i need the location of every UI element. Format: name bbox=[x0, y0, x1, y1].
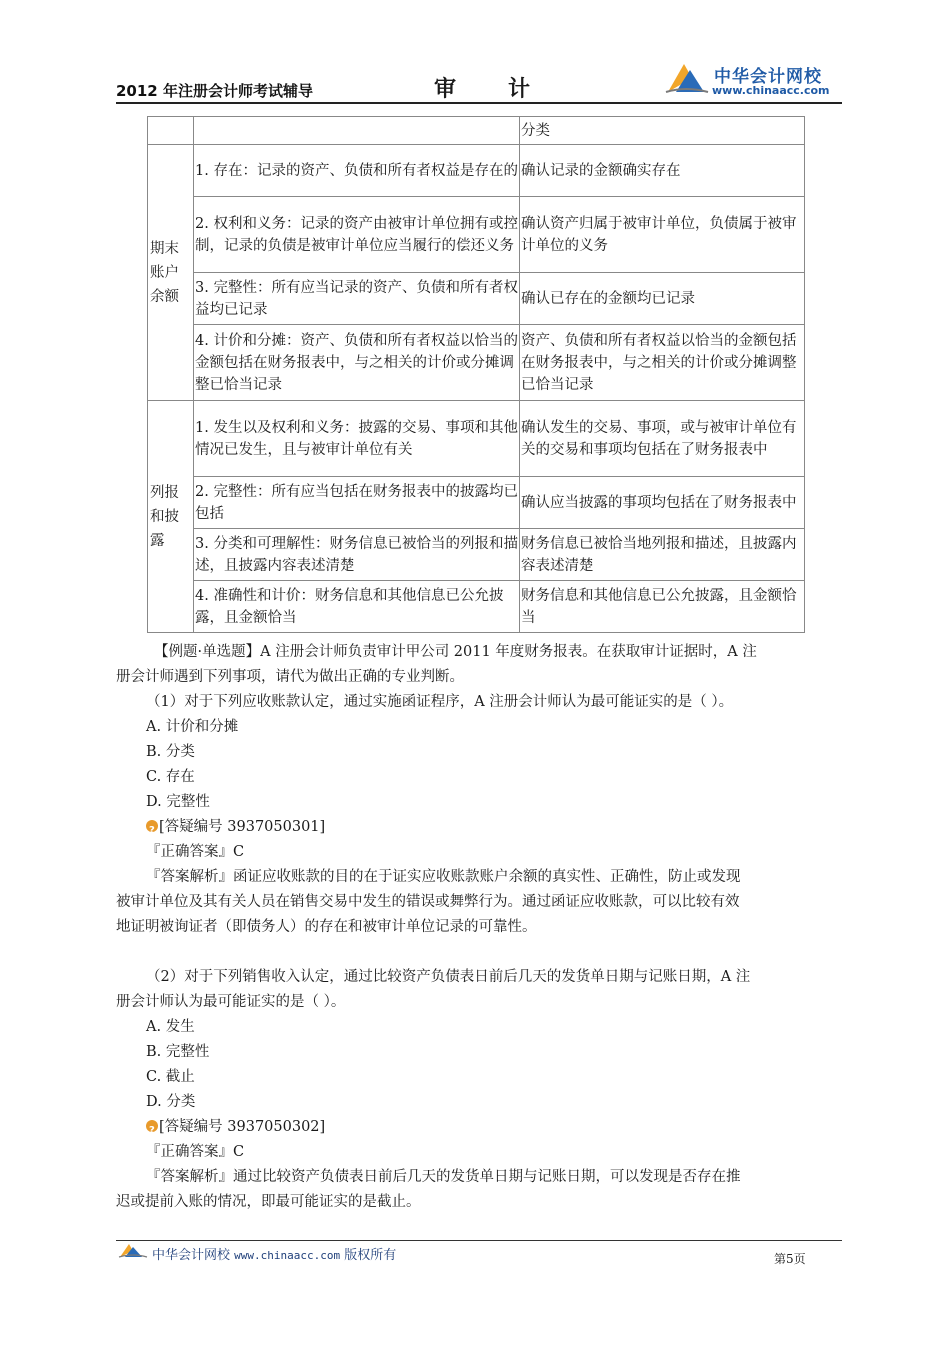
question-2-analysis-line: 『答案解析』通过比较资产负债表日前后几天的发货单日期与记账日期，可以发现是否存在推 bbox=[146, 1169, 741, 1185]
logo-brand-text: 中华会计网校 bbox=[714, 67, 822, 87]
page-number: 第5页 bbox=[774, 1252, 806, 1266]
footer-divider bbox=[116, 1240, 842, 1241]
question-1-option: C. 存在 bbox=[146, 769, 195, 785]
question-2-answer: 『正确答案』C bbox=[146, 1144, 245, 1160]
question-2-option: C. 截止 bbox=[146, 1069, 195, 1085]
table-row bbox=[148, 477, 805, 529]
objective-cell: 资产、负债和所有者权益以恰当的金额包括在财务报表中，与之相关的计价或分摊调整已恰当记录 bbox=[520, 325, 805, 401]
assertion-cell: 2. 权利和义务：记录的资产由被审计单位拥有或控制，记录的负债是被审计单位应当履行的偿还义务 bbox=[194, 197, 520, 273]
group-label-line: 和披 bbox=[150, 508, 179, 525]
footer-logo-icon bbox=[118, 1242, 148, 1258]
table-row bbox=[148, 581, 805, 633]
objective-cell: 确认发生的交易、事项，或与被审计单位有关的交易和事项均包括在了财务报表中 bbox=[520, 401, 805, 477]
question-2-option: D. 分类 bbox=[146, 1094, 196, 1110]
group-label-line: 列报 bbox=[150, 484, 179, 501]
help-icon bbox=[146, 820, 158, 832]
table-row bbox=[148, 325, 805, 401]
assertion-cell: 4. 准确性和计价：财务信息和其他信息已公允披露，且金额恰当 bbox=[194, 581, 520, 633]
chinaacc-logo bbox=[664, 58, 844, 98]
header-subject bbox=[434, 72, 532, 103]
table-row bbox=[148, 273, 805, 325]
question-1-analysis-line: 『答案解析』函证应收账款的目的在于证实应收账款账户余额的真实性、正确性，防止或发现 bbox=[146, 869, 741, 885]
example-intro-line: 【例题·单选题】A 注册会计师负责审计甲公司 2011 年度财务报表。在获取审计证据时，A 注 bbox=[154, 644, 757, 660]
assertion-cell: 1. 发生以及权利和义务：披露的交易、事项和其他情况已发生，且与被审计单位有关 bbox=[194, 401, 520, 477]
objective-cell: 确认应当披露的事项均包括在了财务报表中 bbox=[520, 477, 805, 529]
objective-cell: 确认记录的金额确实存在 bbox=[520, 145, 805, 197]
page-header bbox=[116, 56, 842, 104]
example-intro-line: 册会计师遇到下列事项，请代为做出正确的专业判断。 bbox=[116, 669, 464, 685]
group-label-line: 露 bbox=[150, 532, 165, 549]
group-label-balance bbox=[148, 145, 194, 401]
logo-triangle-icon bbox=[664, 60, 710, 96]
assertion-cell: 3. 完整性：所有应当记录的资产、负债和所有者权益均已记录 bbox=[194, 273, 520, 325]
footer-brand: 中华会计网校 bbox=[152, 1248, 231, 1263]
assertion-cell: 2. 完整性：所有应当包括在财务报表中的披露均已包括 bbox=[194, 477, 520, 529]
objective-cell: 财务信息和其他信息已公允披露，且金额恰当 bbox=[520, 581, 805, 633]
table-row bbox=[148, 145, 805, 197]
question-1-option: D. 完整性 bbox=[146, 794, 210, 810]
header-subject-char-1: 审 bbox=[434, 77, 459, 102]
help-icon bbox=[146, 1120, 158, 1132]
table-header-row bbox=[148, 117, 805, 145]
question-2-code-text: [答疑编号 3937050302] bbox=[159, 1119, 326, 1135]
question-1-stem: （1）对于下列应收账款认定，通过实施函证程序，A 注册会计师认为最可能证实的是（ ）。 bbox=[146, 694, 734, 710]
assertion-cell: 4. 计价和分摊：资产、负债和所有者权益以恰当的金额包括在财务报表中，与之相关的计价或分摊调整已恰当记录 bbox=[194, 325, 520, 401]
group-label-line: 余额 bbox=[150, 288, 179, 305]
table-header-empty-1 bbox=[148, 117, 194, 145]
example-section bbox=[116, 640, 840, 1215]
group-label-line: 期末 bbox=[150, 240, 179, 257]
question-1-option: A. 计价和分摊 bbox=[146, 719, 239, 735]
header-course-title: 2012 年注册会计师考试辅导 bbox=[116, 82, 313, 100]
table-row bbox=[148, 197, 805, 273]
question-1-answer: 『正确答案』C bbox=[146, 844, 245, 860]
question-2-option: A. 发生 bbox=[146, 1019, 195, 1035]
question-1-analysis-line: 地证明被询证者（即债务人）的存在和被审计单位记录的可靠性。 bbox=[116, 919, 537, 935]
table-header-category: 分类 bbox=[520, 117, 805, 145]
question-1-code-text: [答疑编号 3937050301] bbox=[159, 819, 326, 835]
header-divider bbox=[116, 102, 842, 104]
question-2-analysis-line: 迟或提前入账的情况，即最可能证实的是截止。 bbox=[116, 1194, 421, 1210]
group-label-line: 账户 bbox=[150, 264, 179, 281]
question-2-stem-line: （2）对于下列销售收入认定，通过比较资产负债表日前后几天的发货单日期与记账日期，A 注 bbox=[146, 969, 751, 985]
question-1-analysis-line: 被审计单位及其有关人员在销售交易中发生的错误或舞弊行为。通过函证应收账款，可以比较有效 bbox=[116, 894, 740, 910]
question-1-option: B. 分类 bbox=[146, 744, 195, 760]
table-row bbox=[148, 401, 805, 477]
objective-cell: 确认资产归属于被审计单位，负债属于被审计单位的义务 bbox=[520, 197, 805, 273]
footer-rights: 版权所有 bbox=[344, 1248, 397, 1263]
footer-url: www.chinaacc.com bbox=[234, 1249, 341, 1262]
assertion-cell: 1. 存在：记录的资产、负债和所有者权益是存在的 bbox=[194, 145, 520, 197]
table-row bbox=[148, 529, 805, 581]
table-header-empty-2 bbox=[194, 117, 520, 145]
header-subject-char-2: 计 bbox=[508, 77, 533, 102]
question-2-stem-line: 册会计师认为最可能证实的是（ ）。 bbox=[116, 994, 346, 1010]
question-1-code bbox=[116, 815, 840, 840]
assertion-cell: 3. 分类和可理解性：财务信息已被恰当的列报和描述，且披露内容表述清楚 bbox=[194, 529, 520, 581]
question-2-code bbox=[116, 1115, 840, 1140]
objective-cell: 财务信息已被恰当地列报和描述，且披露内容表述清楚 bbox=[520, 529, 805, 581]
group-label-disclosure bbox=[148, 401, 194, 633]
logo-url-text: www.chinaacc.com bbox=[712, 84, 830, 97]
question-2-option: B. 完整性 bbox=[146, 1044, 210, 1060]
objective-cell: 确认已存在的金额均已记录 bbox=[520, 273, 805, 325]
footer-copyright bbox=[152, 1244, 396, 1263]
assertions-table bbox=[147, 116, 805, 633]
